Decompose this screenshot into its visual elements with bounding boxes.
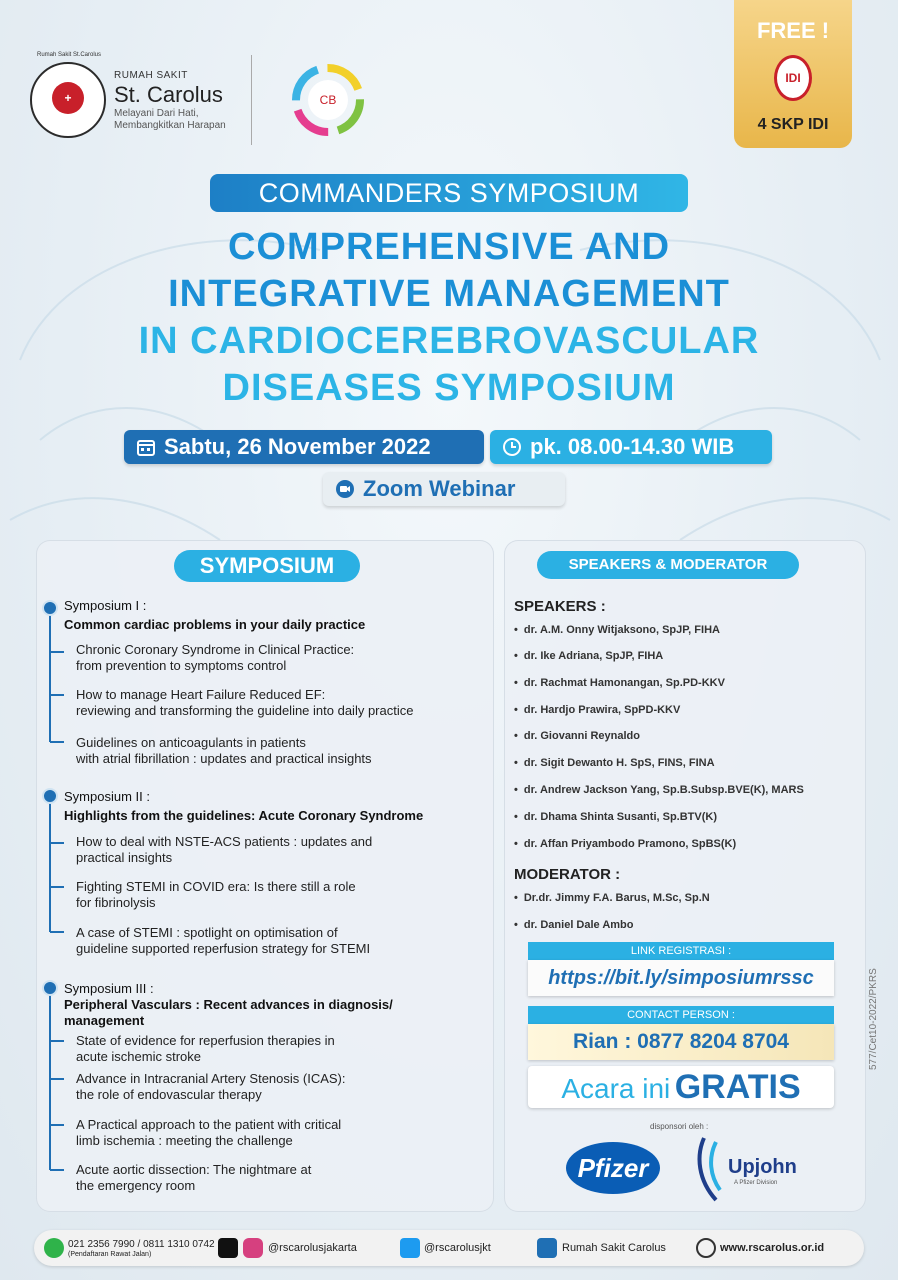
contact-label: CONTACT PERSON : xyxy=(528,1006,834,1024)
symposium-3-label: Symposium III : xyxy=(64,981,154,996)
free-event-word: GRATIS xyxy=(674,1068,801,1106)
speakers-badge: SPEAKERS & MODERATOR xyxy=(537,551,799,579)
idi-logo-text: IDI xyxy=(785,71,801,85)
title-line-1: COMPREHENSIVE AND xyxy=(227,226,671,268)
free-label: FREE ! xyxy=(756,18,830,43)
timeline-1 xyxy=(49,606,51,742)
list-item: State of evidence for reperfusion therapies in acute ischemic stroke xyxy=(76,1033,335,1064)
list-item: How to deal with NSTE-ACS patients : updates and practical insights xyxy=(76,834,373,865)
speaker-item: • dr. Dhama Shinta Susanti, Sp.BTV(K) xyxy=(514,811,717,823)
clock-icon xyxy=(502,437,522,457)
list-item: Chronic Coronary Syndrome in Clinical Practice: from prevention to symptoms control xyxy=(76,642,355,673)
list-item: Acute aortic dissection: The nightmare at the emergency room xyxy=(76,1162,312,1193)
footer-phone-note: (Pendaftaran Rawat Jalan) xyxy=(68,1251,152,1258)
timeline-branch xyxy=(50,842,64,844)
timeline-branch xyxy=(50,741,64,743)
free-skp-badge xyxy=(734,0,852,148)
registration-box xyxy=(528,942,834,997)
timeline-branch xyxy=(50,1124,64,1126)
hospital-label: RUMAH SAKIT xyxy=(114,70,188,81)
title-line-3: IN CARDIOCEREBROVASCULAR xyxy=(138,320,760,362)
tiktok-icon xyxy=(218,1238,238,1258)
sponsor-label: disponsori oleh : xyxy=(650,1122,709,1131)
speaker-item: • dr. Ike Adriana, SpJP, FIHA xyxy=(514,650,663,662)
moderator-item: • Dr.dr. Jimmy F.A. Barus, M.Sc, Sp.N xyxy=(514,892,710,904)
calendar-icon xyxy=(136,437,156,457)
title-line-4: DISEASES SYMPOSIUM xyxy=(222,367,676,409)
timeline-branch xyxy=(50,1169,64,1171)
moderator-label: MODERATOR : xyxy=(514,866,621,883)
timeline-branch xyxy=(50,886,64,888)
footer-instagram[interactable]: @rscarolusjakarta xyxy=(268,1242,357,1254)
list-item: How to manage Heart Failure Reduced EF: reviewing and transforming the guideline into daily practice xyxy=(76,687,414,718)
list-item: Fighting STEMI in COVID era: Is there still a role for fibrinolysis xyxy=(76,879,356,910)
footer-facebook[interactable]: Rumah Sakit Carolus xyxy=(562,1242,666,1254)
timeline-branch xyxy=(50,651,64,653)
symposium-1-title: Common cardiac problems in your daily practice xyxy=(64,617,366,632)
timeline-branch xyxy=(50,931,64,933)
contact-box xyxy=(528,1006,834,1062)
symposium-3-title: Peripheral Vasculars : Recent advances in diagnosis/ management xyxy=(64,997,393,1028)
list-item: Advance in Intracranial Artery Stenosis (ICAS): the role of endovascular therapy xyxy=(76,1071,346,1102)
speaker-item: • dr. Hardjo Prawira, SpPD-KKV xyxy=(514,704,680,716)
contact-person: Rian : 0877 8204 8704 xyxy=(528,1024,834,1060)
registration-label: LINK REGISTRASI : xyxy=(528,942,834,960)
timeline-dot xyxy=(42,600,58,616)
free-event-prefix: Acara ini xyxy=(561,1073,671,1104)
list-item: A Practical approach to the patient with critical limb ischemia : meeting the challenge xyxy=(76,1117,342,1148)
cb-text: CB xyxy=(319,93,337,107)
registration-link[interactable]: https://bit.ly/simposiumrssc xyxy=(548,967,814,989)
timeline-branch xyxy=(50,1078,64,1080)
upjohn-mark-icon xyxy=(694,1136,726,1202)
event-date-text: Sabtu, 26 November 2022 xyxy=(164,434,431,459)
pfizer-logo: Pfizer xyxy=(566,1142,660,1194)
speaker-item: • dr. Sigit Dewanto H. SpS, FINS, FINA xyxy=(514,757,715,769)
timeline-2 xyxy=(49,796,51,932)
instagram-icon xyxy=(243,1238,263,1258)
speaker-item: • dr. Affan Priyambodo Pramono, SpBS(K) xyxy=(514,838,736,850)
cross-icon: + xyxy=(64,91,72,105)
timeline-branch xyxy=(50,1040,64,1042)
hospital-name: St. Carolus xyxy=(114,82,223,107)
header-divider xyxy=(251,55,252,145)
symposium-panel xyxy=(36,540,494,1212)
cb-values-logo xyxy=(288,60,368,140)
event-date xyxy=(124,430,484,464)
upjohn-subtitle: A Pfizer Division xyxy=(734,1180,778,1186)
zoom-video-icon xyxy=(335,479,355,499)
list-item: A case of STEMI : spotlight on optimisation of guideline supported reperfusion strategy for STEMI xyxy=(76,925,371,956)
event-venue-text: Zoom Webinar xyxy=(363,476,516,501)
document-code: 577/Cet10-2022/PKRS xyxy=(868,968,879,1070)
logo-ring-text: Rumah Sakit St.Carolus xyxy=(36,52,102,58)
event-kicker: COMMANDERS SYMPOSIUM xyxy=(210,174,688,212)
title-line-2: INTEGRATIVE MANAGEMENT xyxy=(168,273,730,315)
upjohn-logo: Upjohn xyxy=(728,1156,797,1178)
registration-link-box xyxy=(528,960,834,996)
timeline-dot xyxy=(42,980,58,996)
twitter-icon xyxy=(400,1238,420,1258)
speaker-item: • dr. Andrew Jackson Yang, Sp.B.Subsp.BVE(K), MARS xyxy=(514,784,804,796)
symposium-2-title: Highlights from the guidelines: Acute Coronary Syndrome xyxy=(64,808,424,823)
moderator-item: • dr. Daniel Dale Ambo xyxy=(514,919,633,931)
skp-label: 4 SKP IDI xyxy=(757,116,829,133)
footer-twitter[interactable]: @rscarolusjkt xyxy=(424,1242,491,1254)
speaker-item: • dr. Rachmat Hamonangan, Sp.PD-KKV xyxy=(514,677,725,689)
whatsapp-icon xyxy=(44,1238,64,1258)
event-time-text: pk. 08.00-14.30 WIB xyxy=(530,434,735,459)
symposium-2-label: Symposium II : xyxy=(64,789,150,804)
timeline-branch xyxy=(50,694,64,696)
footer-website[interactable]: www.rscarolus.or.id xyxy=(720,1242,825,1254)
symposium-badge: SYMPOSIUM xyxy=(174,550,360,582)
facebook-icon xyxy=(537,1238,557,1258)
idi-logo-icon xyxy=(774,55,812,101)
list-item: Guidelines on anticoagulants in patients with atrial fibrillation : updates and practical insights xyxy=(76,735,372,766)
event-time xyxy=(490,430,772,464)
speakers-label: SPEAKERS : xyxy=(514,598,606,615)
speaker-item: • dr. Giovanni Reynaldo xyxy=(514,730,640,742)
timeline-dot xyxy=(42,788,58,804)
symposium-1-label: Symposium I : xyxy=(64,598,147,613)
globe-icon xyxy=(696,1238,716,1258)
speaker-item: • dr. A.M. Onny Witjaksono, SpJP, FIHA xyxy=(514,624,720,636)
footer-phone[interactable]: 021 2356 7990 / 0811 1310 0742 xyxy=(68,1239,215,1250)
event-venue xyxy=(323,472,565,506)
hospital-tagline: Melayani Dari Hati, Membangkitkan Harapan xyxy=(114,108,226,131)
free-event-banner xyxy=(528,1066,834,1108)
